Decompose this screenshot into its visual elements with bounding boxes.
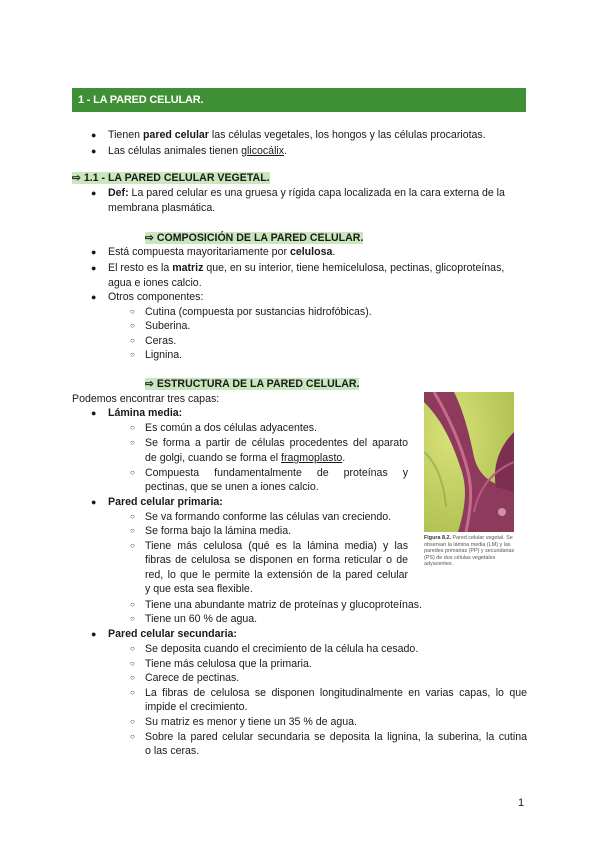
list-item: El resto es la matriz que, en su interior, tiene hemicelulosa, pectinas, glicoproteínas, xyxy=(108,262,505,274)
list-item: Las células animales tienen glicocálix. xyxy=(108,145,288,157)
circle-bullet-icon: ○ xyxy=(130,321,135,330)
figure-caption: Figura 8.2. Pared celular vegetal. Se observan la lámina media (LM) y las paredes primarias (PP) y secundarias (PS) de dos células vegetales adyacentes. xyxy=(424,535,515,568)
section-title-banner: 1 - LA PARED CELULAR. xyxy=(72,88,526,112)
sub-list-item-continued: de golgi, cuando se forma el fragmoplasto. xyxy=(145,452,346,464)
micrograph-image xyxy=(424,392,514,532)
definition: Def: La pared celular es una gruesa y rígida capa localizada en la cara externa de la xyxy=(108,187,505,199)
bullet-icon: ● xyxy=(91,497,97,507)
circle-bullet-icon: ○ xyxy=(130,673,135,682)
page-number: 1 xyxy=(518,797,525,809)
circle-bullet-icon: ○ xyxy=(130,614,135,623)
circle-bullet-icon: ○ xyxy=(130,336,135,345)
intro-text: Podemos encontrar tres capas: xyxy=(72,393,220,405)
list-item: Otros componentes: xyxy=(108,291,204,303)
circle-bullet-icon: ○ xyxy=(130,307,135,316)
sub-list-item-continued: o las ceras. xyxy=(145,745,200,757)
sub-list-item-continued: red, lo que le permite la extensión de la pared celular xyxy=(145,569,408,581)
circle-bullet-icon: ○ xyxy=(130,644,135,653)
sub-list-item: Se deposita cuando el crecimiento de la célula ha cesado. xyxy=(145,643,419,655)
sub-list-item: Sobre la pared celular secundaria se deposita la lignina, la suberina, la cutina xyxy=(145,731,527,743)
circle-bullet-icon: ○ xyxy=(130,659,135,668)
sub-list-item: Compuesta fundamentalmente de proteínas y xyxy=(145,467,408,479)
circle-bullet-icon: ○ xyxy=(130,468,135,477)
list-item: Tienen pared celular las células vegetales, los hongos y las células procariotas. xyxy=(108,129,486,141)
list-heading: Pared celular primaria: xyxy=(108,496,223,508)
subsection-heading: ⇨ COMPOSICIÓN DE LA PARED CELULAR. xyxy=(145,232,364,244)
bullet-icon: ● xyxy=(91,146,97,156)
sub-list-item-continued: y que esta sea flexible. xyxy=(145,583,253,595)
bullet-icon: ● xyxy=(91,188,97,198)
sub-list-item: Se va formando conforme las células van creciendo. xyxy=(145,511,392,523)
sub-list-item: Suberina. xyxy=(145,320,191,332)
sub-list-item: Cutina (compuesta por sustancias hidrofóbicas). xyxy=(145,306,372,318)
list-item: Está compuesta mayoritariamente por celulosa. xyxy=(108,246,336,258)
circle-bullet-icon: ○ xyxy=(130,732,135,741)
sub-list-item: Su matriz es menor y tiene un 35 % de agua. xyxy=(145,716,357,728)
sub-list-item-continued: pectinas, que se unen a iones calcio. xyxy=(145,481,319,493)
bullet-icon: ● xyxy=(91,247,97,257)
sub-list-item: Lignina. xyxy=(145,349,183,361)
circle-bullet-icon: ○ xyxy=(130,600,135,609)
circle-bullet-icon: ○ xyxy=(130,350,135,359)
sub-list-item: Tiene más celulosa que la primaria. xyxy=(145,658,312,670)
sub-list-item-continued: fibras de celulosa se disponen en forma reticular o de xyxy=(145,554,408,566)
sub-list-item: Se forma bajo la lámina media. xyxy=(145,525,292,537)
sub-list-item: Tiene más celulosa (qué es la lámina media) y las xyxy=(145,540,408,552)
list-item-continued: agua e iones calcio. xyxy=(108,277,202,289)
bullet-icon: ● xyxy=(91,130,97,140)
sub-list-item: Se forma a partir de células procedentes del aparato xyxy=(145,437,408,449)
circle-bullet-icon: ○ xyxy=(130,541,135,550)
circle-bullet-icon: ○ xyxy=(130,717,135,726)
circle-bullet-icon: ○ xyxy=(130,438,135,447)
bullet-icon: ● xyxy=(91,408,97,418)
bullet-icon: ● xyxy=(91,629,97,639)
circle-bullet-icon: ○ xyxy=(130,423,135,432)
bullet-icon: ● xyxy=(91,263,97,273)
circle-bullet-icon: ○ xyxy=(130,688,135,697)
sub-list-item: La fibras de celulosa se disponen longitudinalmente en varias capas, lo que xyxy=(145,687,527,699)
bullet-icon: ● xyxy=(91,292,97,302)
sub-list-item: Ceras. xyxy=(145,335,177,347)
list-heading: Pared celular secundaria: xyxy=(108,628,237,640)
section-heading: ⇨ 1.1 - LA PARED CELULAR VEGETAL. xyxy=(72,172,270,184)
sub-list-item: Carece de pectinas. xyxy=(145,672,240,684)
circle-bullet-icon: ○ xyxy=(130,526,135,535)
sub-list-item: Tiene una abundante matriz de proteínas y glucoproteínas. xyxy=(145,599,422,611)
sub-list-item-continued: impide el crecimiento. xyxy=(145,701,248,713)
sub-list-item: Es común a dos células adyacentes. xyxy=(145,422,317,434)
subsection-heading: ⇨ ESTRUCTURA DE LA PARED CELULAR. xyxy=(145,378,360,390)
list-heading: Lámina media: xyxy=(108,407,183,419)
definition-continued: membrana plasmática. xyxy=(108,202,216,214)
circle-bullet-icon: ○ xyxy=(130,512,135,521)
cell-wall-micrograph xyxy=(424,392,514,532)
sub-list-item: Tiene un 60 % de agua. xyxy=(145,613,258,625)
